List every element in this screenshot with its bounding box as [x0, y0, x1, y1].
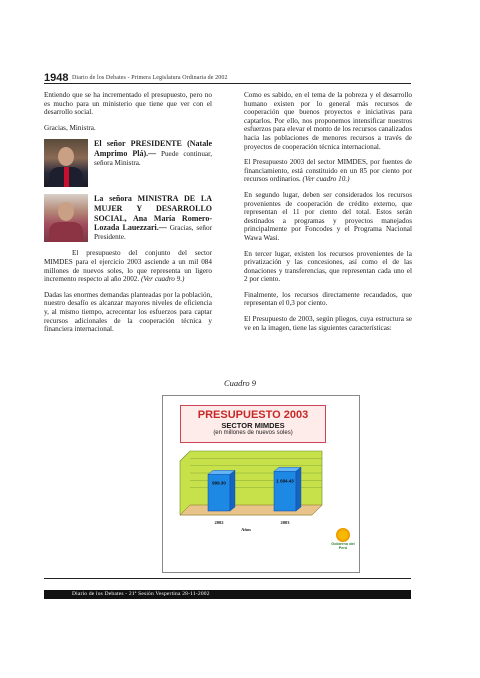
speaker-block-minister	[44, 194, 212, 242]
data-label: 999.30	[212, 480, 226, 486]
data-label: 1 084.43	[276, 478, 294, 484]
speaker-name: La señora MINISTRA DE LA MUJER Y DESARROLLO SOCIAL, Ana María Romero-Lozada Lauezzari.—	[94, 194, 212, 233]
paragraph: Finalmente, los recursos directamente recaudados, que representan el 0,3 por ciento.	[244, 290, 412, 308]
chart-subtitle: SECTOR MIMDES	[221, 421, 285, 430]
speaker-text: Puede continuar, señora Ministra.	[94, 149, 213, 167]
right-column	[244, 91, 412, 339]
x-tick-label: 2002	[214, 520, 224, 525]
paragraph: Dadas las enormes demandas planteadas por la población, nuestro desafío es alcanzar mayores niveles de eficiencia y, al mismo tiempo, acrecentar los esfuerzos para captar recursos adicionales de la cooperación técnica y financiera internacional.	[44, 290, 212, 334]
bar-chart	[162, 445, 358, 545]
government-logo: Gobierno del Perú	[330, 528, 356, 550]
chart-title-box	[180, 405, 326, 443]
x-axis-label: Años	[241, 527, 251, 532]
running-title: Diario de los Debates - Primera Legislatura Ordinaria de 2002	[72, 75, 228, 81]
paragraph: El presupuesto del conjunto del sector MIMDES para el ejercicio 2003 asciende a un mil 084 millones de nuevos soles, lo que representa un ligero incremento respecto al año 2002. (Ver cuadro 9.)	[44, 249, 212, 284]
paragraph: El Presupuesto de 2003, según pliegos, cuya estructura se ve en la imagen, tiene las siguientes características:	[244, 315, 412, 332]
header-rule	[44, 83, 411, 84]
left-column	[44, 91, 212, 341]
sun-icon	[336, 528, 350, 542]
page-number: 1948	[44, 72, 69, 84]
x-tick-label: 2003	[280, 520, 290, 525]
footer-rule	[44, 578, 411, 579]
footer-bar: Diario de los Debates - 21ª Sesión Vespertina 28-11-2002	[44, 590, 411, 599]
paragraph: Como es sabido, en el tema de la pobreza y el desarrollo humano existen por lo general más recursos de cooperación que buenos proyectos e iniciativas para captarlos. Por ello, nos proponemos intensificar nuestros esfuerzos para elevar el monto de los recursos canalizados hacia las poblaciones de menores recursos a través de proyectos de cooperación técnica internacional.	[244, 91, 412, 151]
speaker-block-president	[44, 139, 212, 187]
speaker-name: El señor PRESIDENTE (Natale Amprimo Plá).—	[94, 139, 212, 158]
bar-side	[296, 467, 301, 511]
paragraph: Entiendo que se ha incrementado el presupuesto, pero no es mucho para un ministerio que tiene que ver con el desarrollo social.	[44, 91, 212, 117]
paragraph: En segundo lugar, deben ser considerados los recursos provenientes de cooperación de crédito externo, que representan el 11 por ciento del total. Estos serán destinados a programas y proyectos manejados principalmente por Foncodes y el Programa Nacional Wawa Wasi.	[244, 190, 412, 242]
speaker-text: Gracias, señor Presidente.	[94, 224, 212, 241]
bar-side	[230, 470, 235, 511]
chart-title: PRESUPUESTO 2003	[197, 409, 309, 421]
chart-unit-note: (en millones de nuevos soles)	[213, 430, 293, 436]
paragraph: Gracias, Ministra.	[44, 123, 96, 132]
president-photo	[44, 139, 88, 187]
bar	[274, 471, 296, 511]
figure-caption: Cuadro 9	[223, 378, 257, 388]
paragraph: El Presupuesto 2003 del sector MIMDES, por fuentes de financiamiento, está constituido en un 85 por ciento por recursos ordinarios. (Ver cuadro 10.)	[244, 158, 412, 184]
minister-photo	[44, 194, 88, 242]
paragraph: En tercer lugar, existen los recursos provenientes de la privatización y las concesiones, así como el de las donaciones y transferencias, que representan cada uno el 2 por ciento.	[244, 249, 412, 284]
